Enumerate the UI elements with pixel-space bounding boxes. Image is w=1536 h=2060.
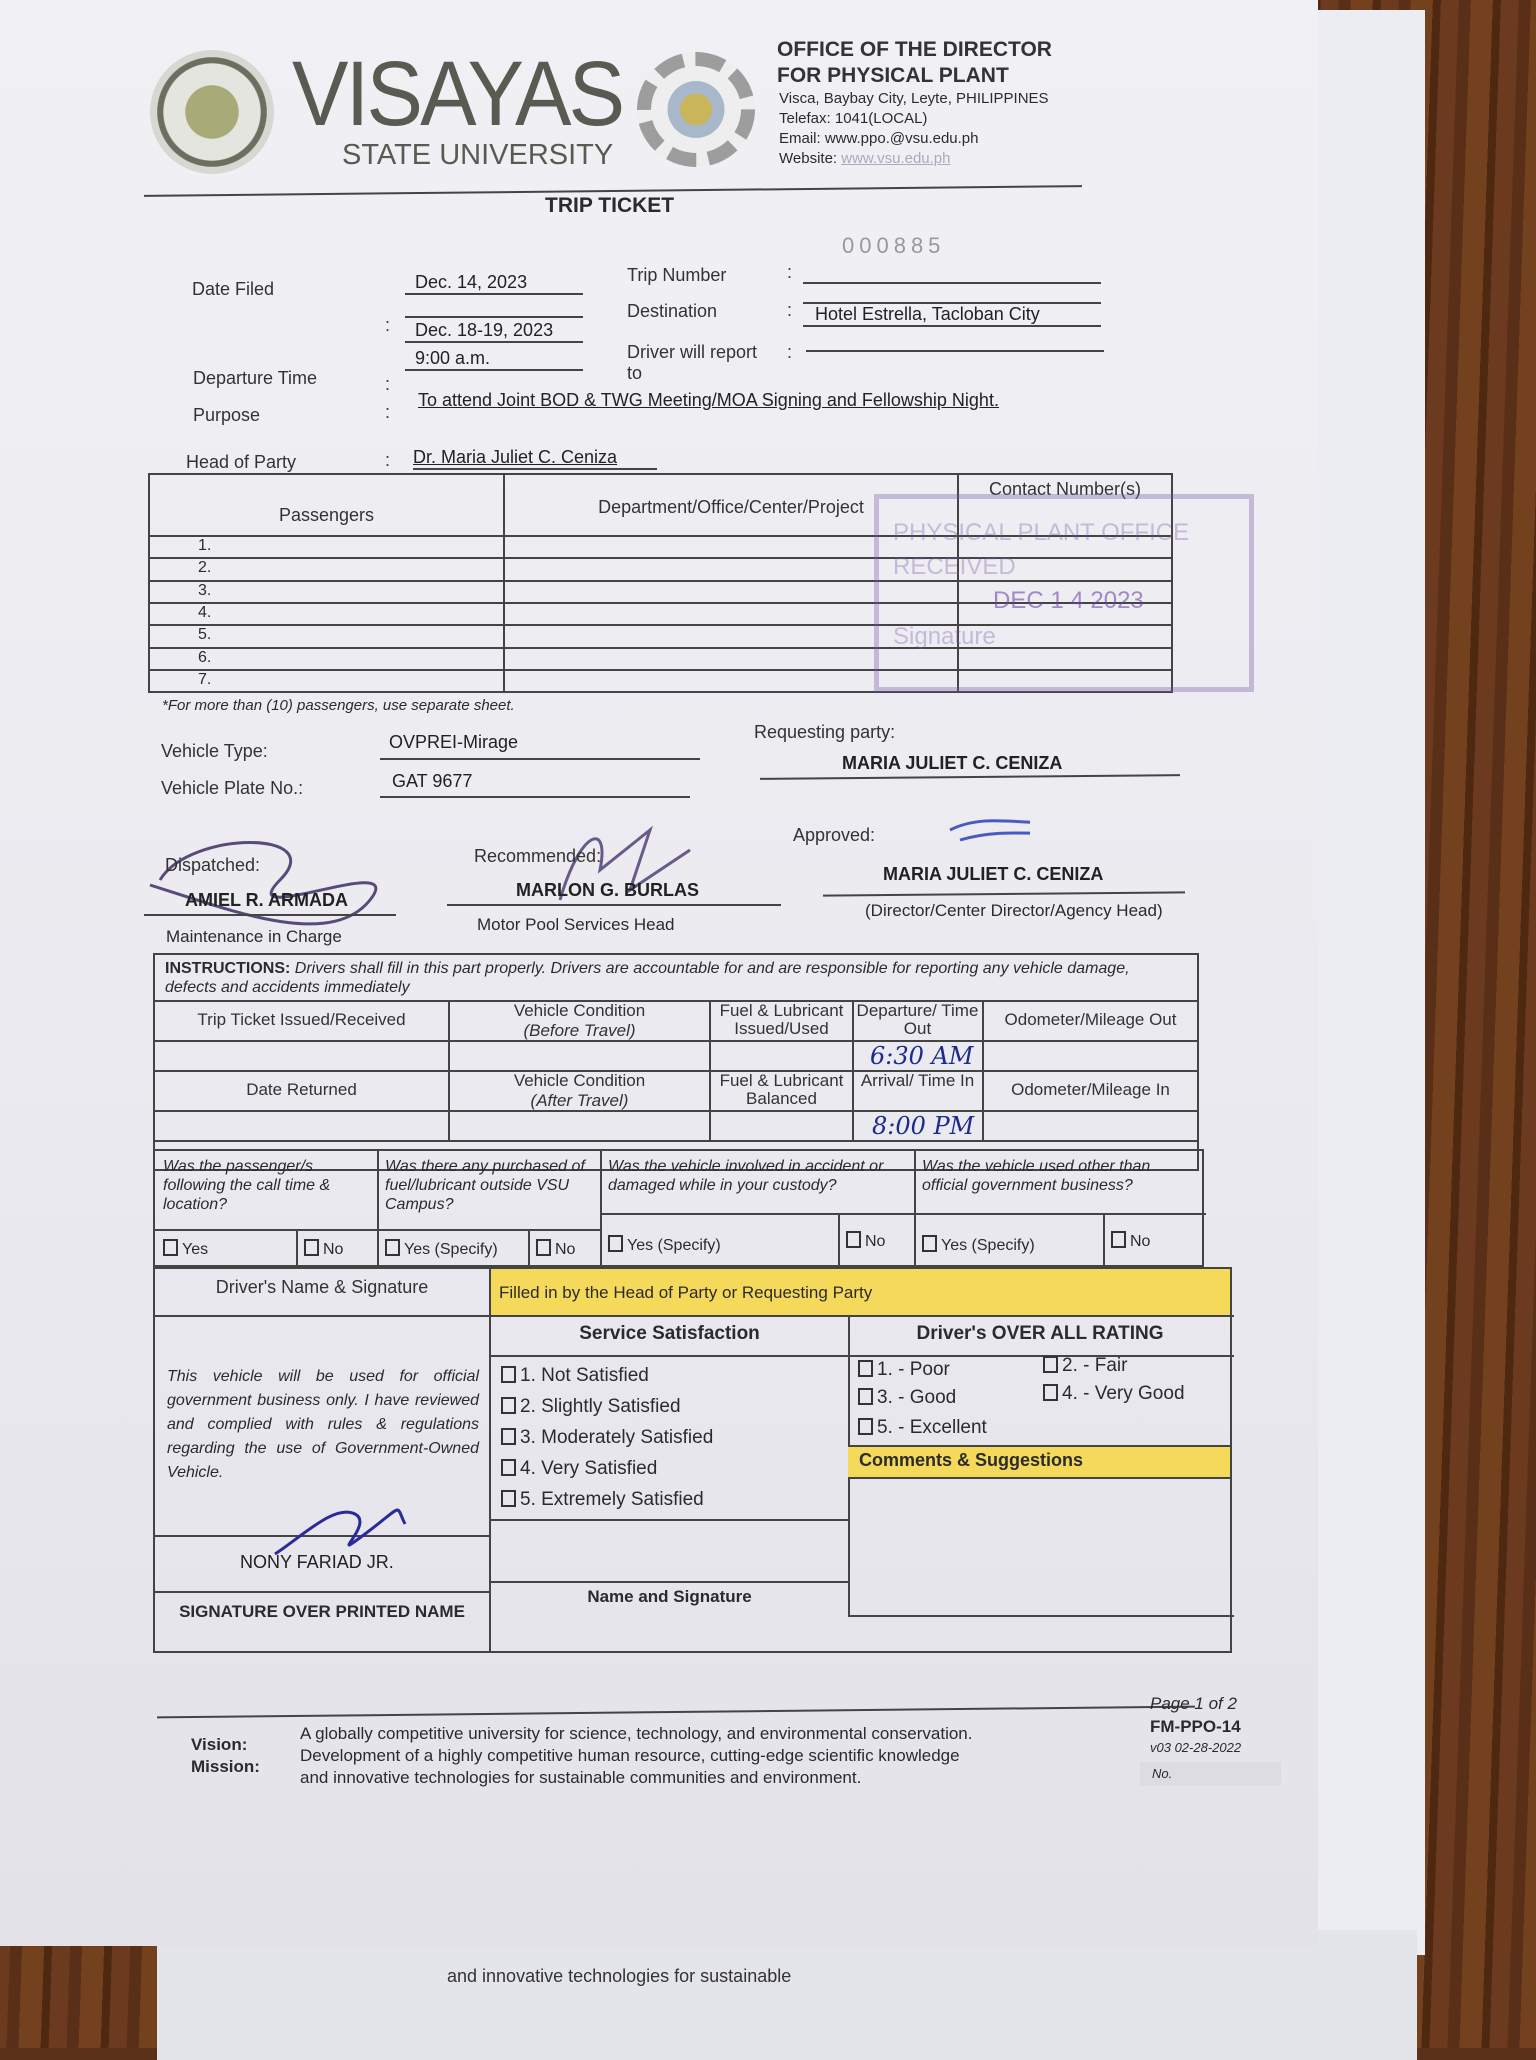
checkbox-icon bbox=[922, 1235, 937, 1252]
checkbox-icon bbox=[858, 1388, 873, 1405]
questions-table bbox=[153, 1149, 1204, 1267]
dispatched-name: AMIEL R. ARMADA bbox=[185, 890, 348, 910]
odometer-in-header: Odometer/Mileage In bbox=[1011, 1080, 1170, 1099]
page-number: Page 1 of 2 bbox=[1150, 1694, 1237, 1713]
checkbox-icon bbox=[501, 1459, 516, 1476]
checkbox-icon bbox=[501, 1366, 516, 1383]
date-filed-label: Date Filed bbox=[192, 279, 275, 299]
requesting-party-line bbox=[760, 774, 1180, 780]
travel-date-value: Dec. 18-19, 2023 bbox=[405, 320, 583, 343]
office-telefax: Telefax: 1041(LOCAL) bbox=[779, 110, 928, 127]
mission-label: Mission: bbox=[191, 1757, 260, 1776]
purpose-label: Purpose bbox=[193, 405, 261, 425]
vehicle-plate-value: GAT 9677 bbox=[392, 771, 473, 791]
mission-text-line1: Development of a highly competitive human resource, cutting-edge scientific knowledge bbox=[300, 1746, 960, 1765]
vision-label: Vision: bbox=[191, 1735, 248, 1754]
vehicle-type-value: OVPREI-Mirage bbox=[389, 732, 519, 752]
yes-label: Yes (Specify) bbox=[404, 1241, 498, 1258]
recommended-title: Motor Pool Services Head bbox=[477, 915, 675, 934]
recommended-name: MARLON G. BURLAS bbox=[516, 880, 699, 900]
evaluation-section bbox=[153, 1267, 1232, 1653]
passenger-row-number: 3. bbox=[198, 581, 212, 599]
purpose-value: To attend Joint BOD & TWG Meeting/MOA Signing and Fellowship Night. bbox=[418, 390, 999, 410]
checkbox-icon bbox=[501, 1490, 516, 1507]
fuel-balanced-header: Fuel & Lubricant Balanced bbox=[719, 1071, 844, 1108]
departure-time-label: Departure Time bbox=[193, 368, 318, 388]
checkbox-icon bbox=[501, 1397, 516, 1414]
destination-value: Hotel Estrella, Tacloban City bbox=[803, 302, 1101, 327]
comments-header: Comments & Suggestions bbox=[859, 1450, 1084, 1470]
rating-option-label: 3. - Good bbox=[877, 1387, 957, 1408]
requesting-party-label: Requesting party: bbox=[754, 722, 896, 742]
office-address: Visca, Baybay City, Leyte, PHILIPPINES bbox=[779, 90, 1049, 107]
dispatched-line bbox=[144, 914, 396, 916]
filled-by-banner-text: Filled in by the Head of Party or Requesting Party bbox=[499, 1283, 873, 1302]
approved-title: (Director/Center Director/Agency Head) bbox=[865, 901, 1163, 920]
trip-log-table bbox=[153, 953, 1199, 1171]
checkbox-icon bbox=[858, 1360, 873, 1377]
service-option-label: 5. Extremely Satisfied bbox=[520, 1489, 704, 1510]
question-text: Was the vehicle used other than official government business? bbox=[922, 1158, 1151, 1194]
rating-option-label: 2. - Fair bbox=[1062, 1355, 1128, 1376]
service-option-label: 2. Slightly Satisfied bbox=[520, 1396, 681, 1417]
time-out-handwritten: 6:30 AM bbox=[870, 1042, 974, 1070]
contact-header: Contact Number(s) bbox=[988, 479, 1142, 499]
checkbox-icon bbox=[536, 1239, 551, 1256]
blank-line bbox=[405, 316, 583, 318]
office-title-line2: FOR PHYSICAL PLANT bbox=[777, 64, 1009, 87]
head-of-party-value: Dr. Maria Juliet C. Ceniza bbox=[413, 447, 657, 470]
question-yes-checkbox[interactable] bbox=[163, 1239, 294, 1259]
instructions-body: Drivers shall fill in this part properly. Drivers are accountable for and are responsible for reporting any vehicle damage, defects and accidents immediately bbox=[165, 960, 1130, 996]
driver-statement: This vehicle will be used for official government business only. I have reviewed and complied with rules & regulations regarding the use of Government-Owned Vehicle. bbox=[167, 1368, 479, 1481]
service-option-label: 1. Not Satisfied bbox=[520, 1365, 649, 1386]
passenger-row-number: 6. bbox=[198, 648, 212, 666]
vehicle-type-label: Vehicle Type: bbox=[161, 741, 268, 761]
stamp-line2: RECEIVED bbox=[893, 553, 1016, 580]
checkbox-icon bbox=[858, 1418, 873, 1435]
driver-printed-name: NONY FARIAD JR. bbox=[240, 1552, 394, 1572]
approved-label: Approved: bbox=[793, 825, 876, 845]
checkbox-icon bbox=[608, 1235, 623, 1252]
checkbox-icon bbox=[1111, 1231, 1126, 1248]
departure-time-out-header: Departure/ Time Out bbox=[856, 1001, 979, 1038]
passenger-row-number: 5. bbox=[198, 626, 212, 644]
rating-option[interactable] bbox=[858, 1359, 950, 1381]
university-subtitle: STATE UNIVERSITY bbox=[342, 139, 614, 171]
website-link[interactable]: www.vsu.edu.ph bbox=[841, 150, 951, 167]
date-filed-value: Dec. 14, 2023 bbox=[405, 272, 583, 295]
underlying-sheet-bottom bbox=[157, 1930, 1417, 2060]
checkbox-icon bbox=[304, 1239, 319, 1256]
no-label: No bbox=[1130, 1233, 1151, 1250]
service-option-label: 3. Moderately Satisfied bbox=[520, 1427, 714, 1448]
checkbox-icon bbox=[163, 1239, 178, 1256]
colon: : bbox=[787, 342, 793, 362]
driver-report-line bbox=[806, 350, 1104, 352]
trip-number-line bbox=[803, 282, 1101, 284]
university-name-logo: VISAYAS bbox=[292, 43, 623, 145]
question-text: Was the vehicle involved in accident or damaged while in your custody? bbox=[608, 1158, 884, 1194]
under-sheet-text: and innovative technologies for sustainable bbox=[447, 1966, 792, 1986]
rating-option[interactable] bbox=[1043, 1383, 1185, 1405]
form-code: FM-PPO-14 bbox=[1150, 1717, 1241, 1736]
rating-option[interactable] bbox=[1043, 1355, 1127, 1377]
service-option[interactable] bbox=[501, 1458, 713, 1489]
rating-option-label: 1. - Poor bbox=[877, 1359, 950, 1380]
requesting-party-name: MARIA JULIET C. CENIZA bbox=[842, 753, 1063, 773]
colon: : bbox=[787, 262, 793, 282]
fuel-issued-header: Fuel & Lubricant Issued/Used bbox=[719, 1001, 844, 1038]
department-header: Department/Office/Center/Project bbox=[598, 497, 864, 517]
vision-text: A globally competitive university for science, technology, and environmental conservation. bbox=[300, 1724, 973, 1743]
checkbox-icon bbox=[846, 1231, 861, 1248]
vehicle-plate-label: Vehicle Plate No.: bbox=[161, 778, 304, 798]
stamp-signature-label: Signature bbox=[893, 623, 996, 650]
passenger-row-number: 4. bbox=[198, 603, 212, 621]
after-travel-subheader: (After Travel) bbox=[530, 1091, 629, 1110]
colon: : bbox=[385, 315, 391, 335]
question-yes-checkbox[interactable] bbox=[385, 1239, 526, 1259]
recommended-line bbox=[447, 904, 781, 906]
passengers-header: Passengers bbox=[278, 505, 375, 525]
yes-label: Yes bbox=[182, 1241, 209, 1258]
passenger-row-number: 7. bbox=[198, 670, 212, 688]
driver-report-label: Driver will report to bbox=[627, 342, 758, 383]
before-travel-subheader: (Before Travel) bbox=[523, 1021, 636, 1040]
checkbox-icon bbox=[501, 1428, 516, 1445]
no-label: No bbox=[865, 1233, 886, 1250]
passenger-row-number: 1. bbox=[198, 537, 212, 554]
yes-label: Yes (Specify) bbox=[941, 1237, 1035, 1254]
departure-time-value: 9:00 a.m. bbox=[405, 348, 583, 371]
page-title: TRIP TICKET bbox=[545, 194, 675, 217]
checkbox-icon bbox=[385, 1239, 400, 1256]
rating-option[interactable] bbox=[858, 1417, 987, 1439]
office-email: Email: www.ppo.@vsu.edu.ph bbox=[779, 130, 979, 147]
colon: : bbox=[385, 402, 391, 422]
service-option[interactable] bbox=[501, 1489, 713, 1520]
question-text: Was the passenger/s following the call time & location? bbox=[163, 1158, 331, 1213]
office-title-line1: OFFICE OF THE DIRECTOR bbox=[777, 38, 1052, 61]
arrival-time-in-header: Arrival/ Time In bbox=[860, 1071, 975, 1090]
service-option-label: 4. Very Satisfied bbox=[520, 1458, 658, 1479]
question-no-checkbox[interactable] bbox=[846, 1231, 885, 1251]
yes-label: Yes (Specify) bbox=[627, 1237, 721, 1254]
question-text: Was there any purchased of fuel/lubricant outside VSU Campus? bbox=[385, 1158, 585, 1213]
rating-option[interactable] bbox=[858, 1387, 956, 1409]
service-option[interactable] bbox=[501, 1427, 713, 1458]
instructions-text bbox=[165, 959, 1185, 997]
name-and-signature-label: Name and Signature bbox=[587, 1587, 752, 1606]
question-yes-checkbox[interactable] bbox=[608, 1235, 836, 1255]
office-website bbox=[779, 150, 951, 168]
question-no-checkbox[interactable] bbox=[536, 1239, 575, 1259]
vehicle-type-line bbox=[380, 758, 700, 760]
colon: : bbox=[385, 374, 391, 394]
form-version: v03 02-28-2022 bbox=[1150, 1740, 1242, 1755]
checkbox-icon bbox=[1043, 1356, 1058, 1373]
approved-name: MARIA JULIET C. CENIZA bbox=[883, 864, 1104, 884]
no-label: No bbox=[323, 1241, 344, 1258]
signature-over-printed-name-label: SIGNATURE OVER PRINTED NAME bbox=[179, 1602, 465, 1621]
university-seal-logo bbox=[150, 50, 274, 174]
dispatched-label: Dispatched: bbox=[165, 855, 261, 875]
service-option[interactable] bbox=[501, 1365, 713, 1396]
received-stamp bbox=[874, 494, 1254, 692]
no-label: No bbox=[555, 1241, 576, 1258]
mission-text-line2: and innovative technologies for sustainable communities and environment. bbox=[300, 1768, 862, 1787]
checkbox-icon bbox=[1043, 1384, 1058, 1401]
odometer-out-header: Odometer/Mileage Out bbox=[1004, 1010, 1177, 1029]
website-label: Website: bbox=[779, 150, 838, 167]
question-yes-checkbox[interactable] bbox=[922, 1235, 1101, 1255]
footer-divider bbox=[157, 1706, 1195, 1719]
rating-option-label: 4. - Very Good bbox=[1062, 1383, 1185, 1404]
time-in-handwritten: 8:00 PM bbox=[872, 1112, 975, 1140]
dispatched-title: Maintenance in Charge bbox=[166, 927, 342, 946]
vehicle-condition-before-header: Vehicle Condition bbox=[513, 1001, 646, 1020]
colon: : bbox=[787, 300, 793, 320]
passenger-row-number: 2. bbox=[198, 559, 212, 577]
form-number-field: No. bbox=[1140, 1762, 1281, 1786]
head-of-party-label: Head of Party bbox=[186, 452, 297, 472]
stamp-date: DEC 1 4 2023 bbox=[993, 587, 1144, 614]
driver-rating-header: Driver's OVER ALL RATING bbox=[916, 1323, 1164, 1344]
instructions-heading: INSTRUCTIONS: bbox=[165, 960, 291, 977]
colon: : bbox=[385, 450, 391, 470]
ticket-number: 000885 bbox=[842, 233, 946, 258]
trip-number-label: Trip Number bbox=[627, 265, 727, 285]
driver-rating-options bbox=[858, 1355, 1228, 1449]
service-satisfaction-options bbox=[501, 1365, 713, 1520]
vehicle-condition-after-header: Vehicle Condition bbox=[513, 1071, 646, 1090]
trip-ticket-issued-header: Trip Ticket Issued/Received bbox=[197, 1010, 406, 1029]
service-option[interactable] bbox=[501, 1396, 713, 1427]
recommended-label: Recommended: bbox=[474, 846, 602, 866]
service-satisfaction-header: Service Satisfaction bbox=[579, 1323, 760, 1344]
destination-label: Destination bbox=[627, 301, 718, 321]
question-no-checkbox[interactable] bbox=[304, 1239, 343, 1259]
driver-name-signature-header: Driver's Name & Signature bbox=[215, 1277, 429, 1297]
stamp-line1: PHYSICAL PLANT OFFICE bbox=[893, 519, 1190, 546]
physical-plant-gear-logo bbox=[637, 52, 755, 167]
date-returned-header: Date Returned bbox=[246, 1080, 357, 1099]
question-no-checkbox[interactable] bbox=[1111, 1231, 1150, 1251]
passengers-note: *For more than (10) passengers, use separate sheet. bbox=[162, 697, 515, 714]
rating-option-label: 5. - Excellent bbox=[877, 1417, 987, 1438]
